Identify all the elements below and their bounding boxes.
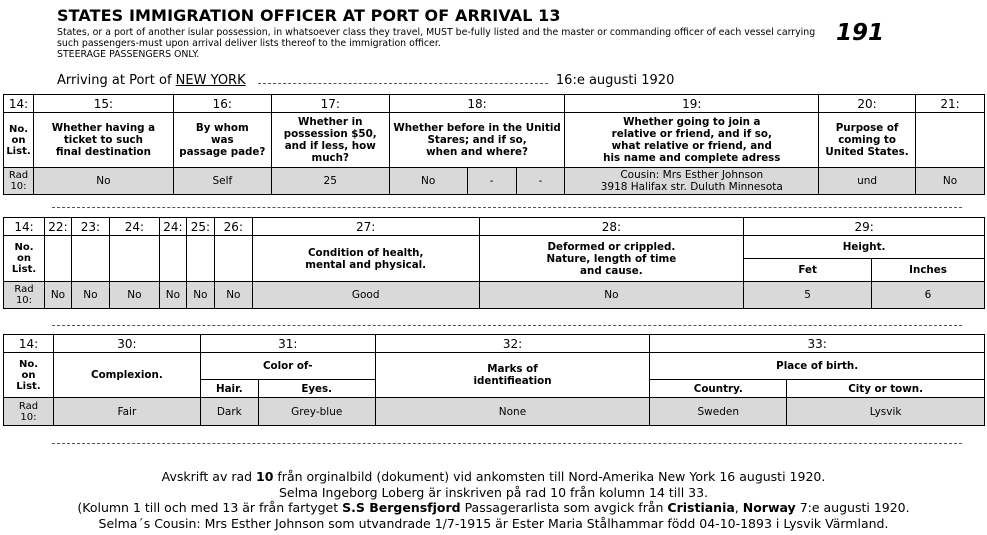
cell-32: None [375, 398, 650, 426]
arrival-line [57, 73, 674, 88]
cell-23: No [71, 282, 109, 309]
q20-line: Purpose of [835, 122, 899, 134]
rad-number: 10: [15, 295, 33, 306]
cell-19-line2: 3918 Halifax str. Duluth Minnesota [600, 181, 783, 193]
cell-21: No [916, 168, 985, 195]
cell-15: No [33, 168, 173, 195]
departure-country: Norway [742, 500, 796, 516]
departure-city: Cristiania [667, 500, 735, 516]
q28-line: Nature, length of time [546, 252, 677, 265]
footer-text: Avskrift av rad [161, 469, 257, 484]
col-num-22: 22: [44, 218, 71, 236]
q32-line: Marks of [487, 363, 538, 375]
subheader-inches: Inches [872, 259, 985, 282]
page-number: 191 [836, 20, 885, 46]
row-label-cell [4, 236, 45, 282]
data-row [4, 168, 985, 195]
q20-line: coming to [838, 134, 896, 146]
footer-row-number: 10 [256, 469, 274, 484]
cell-18c: - [516, 168, 565, 195]
dashed-fill [258, 74, 548, 84]
question-24b [159, 236, 186, 282]
question-22 [44, 236, 71, 282]
col-num-24b: 24: [159, 218, 186, 236]
rad-number: 10: [10, 181, 27, 192]
cell-31-eyes: Grey-blue [258, 398, 375, 426]
question-21 [916, 113, 985, 168]
row-label-on: on [16, 253, 31, 264]
q28-line: and cause. [580, 264, 643, 277]
q19-line: what relative or friend, and [611, 140, 772, 152]
question-16 [173, 113, 271, 168]
cell-24b: No [159, 282, 186, 309]
column-number-row [4, 218, 985, 236]
ship-name: S.S Bergensfjord [342, 500, 461, 516]
footer-text: , [734, 500, 743, 516]
col-num-14: 14: [4, 95, 34, 113]
data-row [4, 282, 985, 309]
col-num-26: 26: [214, 218, 252, 236]
cell-18b: - [467, 168, 516, 195]
col-num-24a: 24: [109, 218, 159, 236]
question-row [4, 236, 985, 259]
question-19 [565, 113, 819, 168]
header-paragraph [57, 27, 817, 60]
steerage-label: STEERAGE PASSENGERS ONLY. [57, 49, 200, 60]
header-text: States, or a port of another isular possession, in whatsoever class they travel, MUST be-fully listed and the master or commanding officer of each vessel carrying such passengers-must upon arrival deliver lists thereof to the immigration officer. [57, 27, 816, 49]
question-15 [33, 113, 173, 168]
cell-33-city: Lysvik [787, 398, 985, 426]
q17-line: Whether in [298, 116, 363, 128]
footer-text: (Kolumn 1 till och med 13 är från fartyget [77, 500, 343, 516]
footer-line-2: Selma Ingeborg Loberg är inskriven på rad 10 från kolumn 14 till 33. [278, 484, 709, 500]
rad-label [4, 168, 34, 195]
footer-text: 7:e augusti 1920. [795, 500, 910, 516]
col-num-19: 19: [565, 95, 819, 113]
col-num-29: 29: [744, 218, 985, 236]
col-num-20: 20: [819, 95, 916, 113]
question-27 [252, 236, 479, 282]
q19-line: relative or friend, and if so, [611, 128, 772, 140]
row-label-list: List. [16, 380, 41, 392]
table-section-1 [3, 94, 985, 195]
row-label-on: on [21, 369, 36, 381]
q19-line: Whether going to join a [623, 116, 761, 128]
cell-29-inches: 6 [872, 282, 985, 309]
column-number-row [4, 335, 985, 353]
cell-18a: No [389, 168, 467, 195]
q16-line: was [211, 134, 234, 146]
col-num-25: 25: [186, 218, 214, 236]
row-label-no: No. [14, 242, 34, 253]
q32-line: identifieation [473, 375, 552, 387]
row-label-no: No. [18, 358, 38, 370]
table-section-2 [3, 217, 985, 309]
subheader-hair: Hair. [200, 380, 258, 398]
cell-30: Fair [53, 398, 200, 426]
q28-line: Deformed or crippled. [547, 240, 676, 253]
port-name: NEW YORK [175, 73, 246, 88]
question-32-marks [375, 353, 650, 398]
question-18 [389, 113, 565, 168]
footer-notes [0, 469, 987, 531]
row-label-no: No. [8, 123, 29, 135]
cell-33-country: Sweden [650, 398, 787, 426]
question-28 [479, 236, 744, 282]
col-num-14: 14: [4, 335, 54, 353]
col-num-21: 21: [916, 95, 985, 113]
subheader-city: City or town. [787, 380, 985, 398]
data-row [4, 398, 985, 426]
col-num-33: 33: [650, 335, 985, 353]
q15-line: final destination [55, 146, 151, 158]
cell-29-feet: 5 [744, 282, 872, 309]
question-33-birthplace: Place of birth. [650, 353, 985, 380]
q20-line: United States. [825, 146, 909, 158]
row-label-list: List. [11, 264, 37, 275]
cell-24a: No [109, 282, 159, 309]
cell-28: No [479, 282, 744, 309]
dashed-separator [52, 443, 962, 444]
footer-text: från orginalbild (dokument) vid ankomsten till Nord-Amerika New York 16 augusti 1920. [273, 469, 826, 484]
col-num-32: 32: [375, 335, 650, 353]
subheader-country: Country. [650, 380, 787, 398]
rad-word: Rad [14, 284, 34, 295]
question-23 [71, 236, 109, 282]
subheader-feet: Fet [744, 259, 872, 282]
q19-line: his name and complete adress [603, 152, 781, 164]
table-section-3 [3, 334, 985, 426]
cell-25: No [186, 282, 214, 309]
cell-19 [565, 168, 819, 195]
question-30-complexion: Complexion. [53, 353, 200, 398]
q18-line: Stares; and if so, [427, 134, 527, 146]
dashed-separator [52, 325, 962, 326]
rad-word: Rad [8, 170, 29, 181]
col-num-27: 27: [252, 218, 479, 236]
subheader-eyes: Eyes. [258, 380, 375, 398]
q16-line: By whom [195, 122, 249, 134]
footer-line-3 [0, 500, 987, 516]
col-num-30: 30: [53, 335, 200, 353]
col-num-28: 28: [479, 218, 744, 236]
cell-19-line1: Cousin: Mrs Esther Johnson [620, 169, 764, 181]
col-num-15: 15: [33, 95, 173, 113]
q17-line: much? [311, 152, 349, 164]
q27-line: Condition of health, [307, 246, 424, 259]
col-num-31: 31: [200, 335, 375, 353]
row-label-cell [4, 113, 34, 168]
row-label-list: List. [6, 145, 31, 157]
cell-16: Self [173, 168, 271, 195]
row-label-on: on [11, 134, 26, 146]
footer-line-1 [0, 469, 987, 485]
question-row [4, 353, 985, 380]
cell-22: No [44, 282, 71, 309]
row-label-cell [4, 353, 54, 398]
q16-line: passage pade? [179, 146, 266, 158]
rad-label [4, 282, 45, 309]
question-24a [109, 236, 159, 282]
question-17 [271, 113, 389, 168]
question-row [4, 113, 985, 168]
cell-20: und [819, 168, 916, 195]
q15-line: ticket to such [63, 134, 143, 146]
footer-text: Passagerarlista som avgick från [460, 500, 668, 516]
footer-line-4: Selma´s Cousin: Mrs Esther Johnson som utvandrade 1/7-1915 är Ester Maria Stålhammar född 04-10-1893 i Lysvik Värmland. [98, 515, 889, 531]
rad-label [4, 398, 54, 426]
question-31-color: Color of- [200, 353, 375, 380]
col-num-23: 23: [71, 218, 109, 236]
cell-17: 25 [271, 168, 389, 195]
arrival-date: 16:e augusti 1920 [555, 73, 675, 88]
rad-word: Rad [18, 400, 39, 412]
q18-line: when and where? [426, 146, 528, 158]
col-num-16: 16: [173, 95, 271, 113]
document-title: STATES IMMIGRATION OFFICER AT PORT OF ARRIVAL 13 [57, 6, 561, 25]
q18-line: Whether before in the Unitid [393, 122, 561, 134]
rad-number: 10: [20, 411, 37, 423]
question-20 [819, 113, 916, 168]
cell-27: Good [252, 282, 479, 309]
cell-31-hair: Dark [200, 398, 258, 426]
col-num-17: 17: [271, 95, 389, 113]
column-number-row [4, 95, 985, 113]
col-num-14: 14: [4, 218, 45, 236]
dashed-separator [52, 207, 962, 208]
question-26 [214, 236, 252, 282]
cell-26: No [214, 282, 252, 309]
question-25 [186, 236, 214, 282]
question-29-height: Height. [744, 236, 985, 259]
q17-line: possession $50, [283, 128, 377, 140]
q17-line: and if less, how [284, 140, 376, 152]
arriving-label: Arriving at Port of [57, 73, 172, 88]
q27-line: mental and physical. [305, 258, 427, 271]
col-num-18: 18: [389, 95, 565, 113]
q15-line: Whether having a [51, 122, 156, 134]
